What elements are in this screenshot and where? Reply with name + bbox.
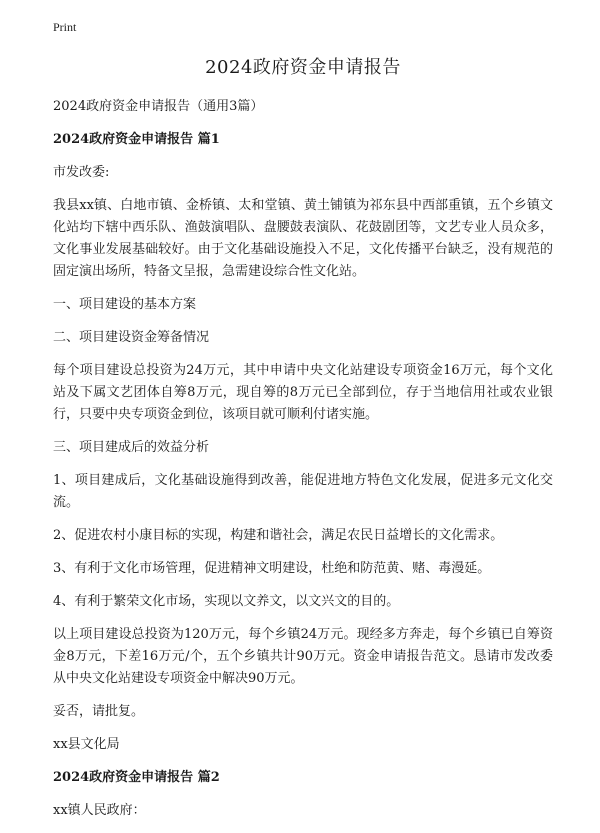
paragraph-list-item: 4、有利于繁荣文化市场，实现以文养文，以文兴文的目的。 — [53, 594, 400, 609]
paragraph-body: 以上项目建设总投资为120万元，每个乡镇24万元。现经多方奔走，每个乡镇已自筹资金8万元，下差16万元/个，五个乡镇共计90万元。资金申请报告范文。恳请市发改委从中央文化站建设专项资金中解决90万元。 — [53, 627, 553, 686]
document-title: 2024政府资金申请报告 — [205, 57, 401, 78]
paragraph-item-heading: 三、项目建成后的效益分析 — [53, 440, 210, 455]
paragraph-signature: xx县文化局 — [53, 737, 120, 752]
paragraph-item-heading: 一、项目建设的基本方案 — [53, 297, 197, 312]
paragraph-closing: 妥否，请批复。 — [53, 704, 145, 719]
print-link[interactable]: Print — [53, 20, 77, 34]
paragraph-intro: 2024政府资金申请报告（通用3篇） — [53, 99, 264, 114]
document-content — [53, 56, 553, 833]
addressee: 市发改委: — [53, 165, 110, 180]
paragraph-body: 每个项目建设总投资为24万元，其中申请中央文化站建设专项资金16万元，每个文化站及下属文艺团体自筹8万元，现自筹的8万元已全部到位，存于当地信用社或农业银行，只要中央专项资金到位，该项目就可顺利付诸实施。 — [53, 363, 553, 422]
section-heading-part2: 2024政府资金申请报告 篇2 — [53, 770, 220, 785]
paragraph-body: 我县xx镇、白地市镇、金桥镇、太和堂镇、黄土铺镇为祁东县中西部重镇，五个乡镇文化站均下辖中西乐队、渔鼓演唱队、盘腰鼓表演队、花鼓剧团等，文艺专业人员众多，文化事业发展基础较好。由于文化基础设施投入不足，文化传播平台缺乏，没有规范的固定演出场所，特备文呈报，急需建设综合性文化站。 — [53, 198, 553, 279]
section-heading-part1: 2024政府资金申请报告 篇1 — [53, 132, 220, 147]
paragraph-list-item: 2、促进农村小康目标的实现，构建和谐社会，满足农民日益增长的文化需求。 — [53, 528, 504, 543]
addressee: xx镇人民政府： — [53, 803, 146, 818]
paragraph-item-heading: 二、项目建设资金筹备情况 — [53, 330, 210, 345]
paragraph-list-item: 3、有利于文化市场管理，促进精神文明建设，杜绝和防范黄、赌、毒漫延。 — [53, 561, 491, 576]
paragraph-list-item: 1、项目建成后，文化基础设施得到改善，能促进地方特色文化发展，促进多元文化交流。 — [53, 473, 553, 510]
